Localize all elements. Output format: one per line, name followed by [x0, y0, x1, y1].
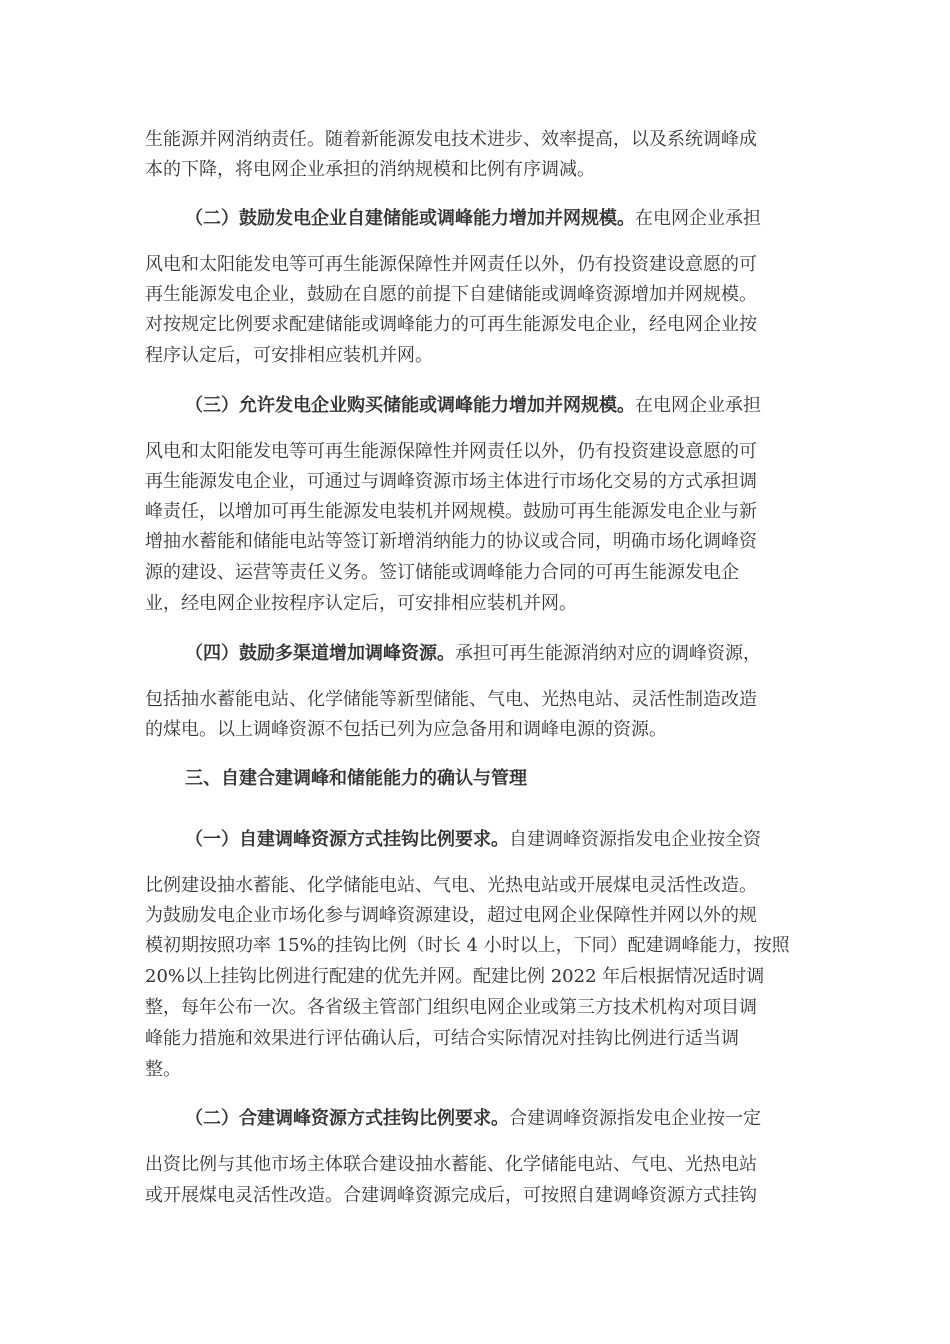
body-text-line: 整，每年公布一次。各省级主管部门组织电网企业或第三方技术机构对项目调 — [145, 997, 757, 1018]
body-text-line: 包括抽水蓄能电站、化学储能等新型储能、气电、光热电站、灵活性制造改造 — [145, 689, 757, 710]
paragraph-first-line — [185, 207, 761, 231]
body-text: 承担可再生能源消纳对应的调峰资源， — [455, 643, 761, 664]
body-text-line: 出资比例与其他市场主体联合建设抽水蓄能、化学储能电站、气电、光热电站 — [145, 1154, 757, 1175]
body-text-line: 整。 — [145, 1059, 181, 1080]
paragraph-first-line — [185, 1107, 761, 1131]
body-text-line: 对按规定比例要求配建储能或调峰能力的可再生能源发电企业，经电网企业按 — [145, 314, 757, 335]
body-text-line: 比例建设抽水蓄能、化学储能电站、气电、光热电站或开展煤电灵活性改造。 — [145, 875, 757, 896]
paragraph-heading: （四）鼓励多渠道增加调峰资源。 — [185, 643, 455, 664]
body-text-line: 业，经电网企业按程序认定后，可安排相应装机并网。 — [145, 593, 577, 614]
paragraph-heading: （二）合建调峰资源方式挂钩比例要求。 — [185, 1108, 509, 1129]
paragraph-heading: （三）允许发电企业购买储能或调峰能力增加并网规模。 — [185, 395, 635, 416]
paragraph-heading: （一）自建调峰资源方式挂钩比例要求。 — [185, 829, 509, 850]
body-text-line: 峰能力措施和效果进行评估确认后，可结合实际情况对挂钩比例进行适当调 — [145, 1028, 739, 1049]
body-text-line: 风电和太阳能发电等可再生能源保障性并网责任以外，仍有投资建设意愿的可 — [145, 254, 757, 275]
body-text-line: 再生能源发电企业，鼓励在自愿的前提下自建储能或调峰资源增加并网规模。 — [145, 284, 757, 305]
body-text-line: 峰责任，以增加可再生能源发电装机并网规模。鼓励可再生能源发电企业与新 — [145, 501, 757, 522]
body-text: 自建调峰资源指发电企业按全资 — [509, 829, 761, 850]
body-text-line: 为鼓励发电企业市场化参与调峰资源建设，超过电网企业保障性并网以外的规 — [145, 905, 757, 926]
body-text-line: 的煤电。以上调峰资源不包括已列为应急备用和调峰电源的资源。 — [145, 719, 667, 740]
body-text-line: 模初期按照功率 15%的挂钩比例（时长 4 小时以上，下同）配建调峰能力，按照 — [145, 935, 790, 956]
body-text-line: 再生能源发电企业，可通过与调峰资源市场主体进行市场化交易的方式承担调 — [145, 471, 757, 492]
paragraph-heading: （二）鼓励发电企业自建储能或调峰能力增加并网规模。 — [185, 208, 635, 229]
body-text-line: 程序认定后，可安排相应装机并网。 — [145, 345, 433, 366]
body-text: 合建调峰资源指发电企业按一定 — [509, 1108, 761, 1129]
body-text-line: 或开展煤电灵活性改造。合建调峰资源完成后，可按照自建调峰资源方式挂钩 — [145, 1185, 757, 1206]
paragraph-first-line — [185, 394, 761, 418]
body-text: 在电网企业承担 — [635, 395, 761, 416]
paragraph-first-line — [185, 642, 761, 666]
body-text: 在电网企业承担 — [635, 208, 761, 229]
body-text-line: 本的下降，将电网企业承担的消纳规模和比例有序调减。 — [145, 159, 595, 180]
body-text-line: 增抽水蓄能和储能电站等签订新增消纳能力的协议或合同，明确市场化调峰资 — [145, 531, 757, 552]
section-heading: 三、自建合建调峰和储能能力的确认与管理 — [185, 768, 527, 789]
paragraph-first-line — [185, 828, 761, 852]
body-text-line: 20%以上挂钩比例进行配建的优先并网。配建比例 2022 年后根据情况适时调 — [145, 966, 765, 987]
body-text-line: 源的建设、运营等责任义务。签订储能或调峰能力合同的可再生能源发电企 — [145, 562, 739, 583]
body-text-line: 风电和太阳能发电等可再生能源保障性并网责任以外，仍有投资建设意愿的可 — [145, 441, 757, 462]
body-text-line: 生能源并网消纳责任。随着新能源发电技术进步、效率提高，以及系统调峰成 — [145, 129, 757, 150]
